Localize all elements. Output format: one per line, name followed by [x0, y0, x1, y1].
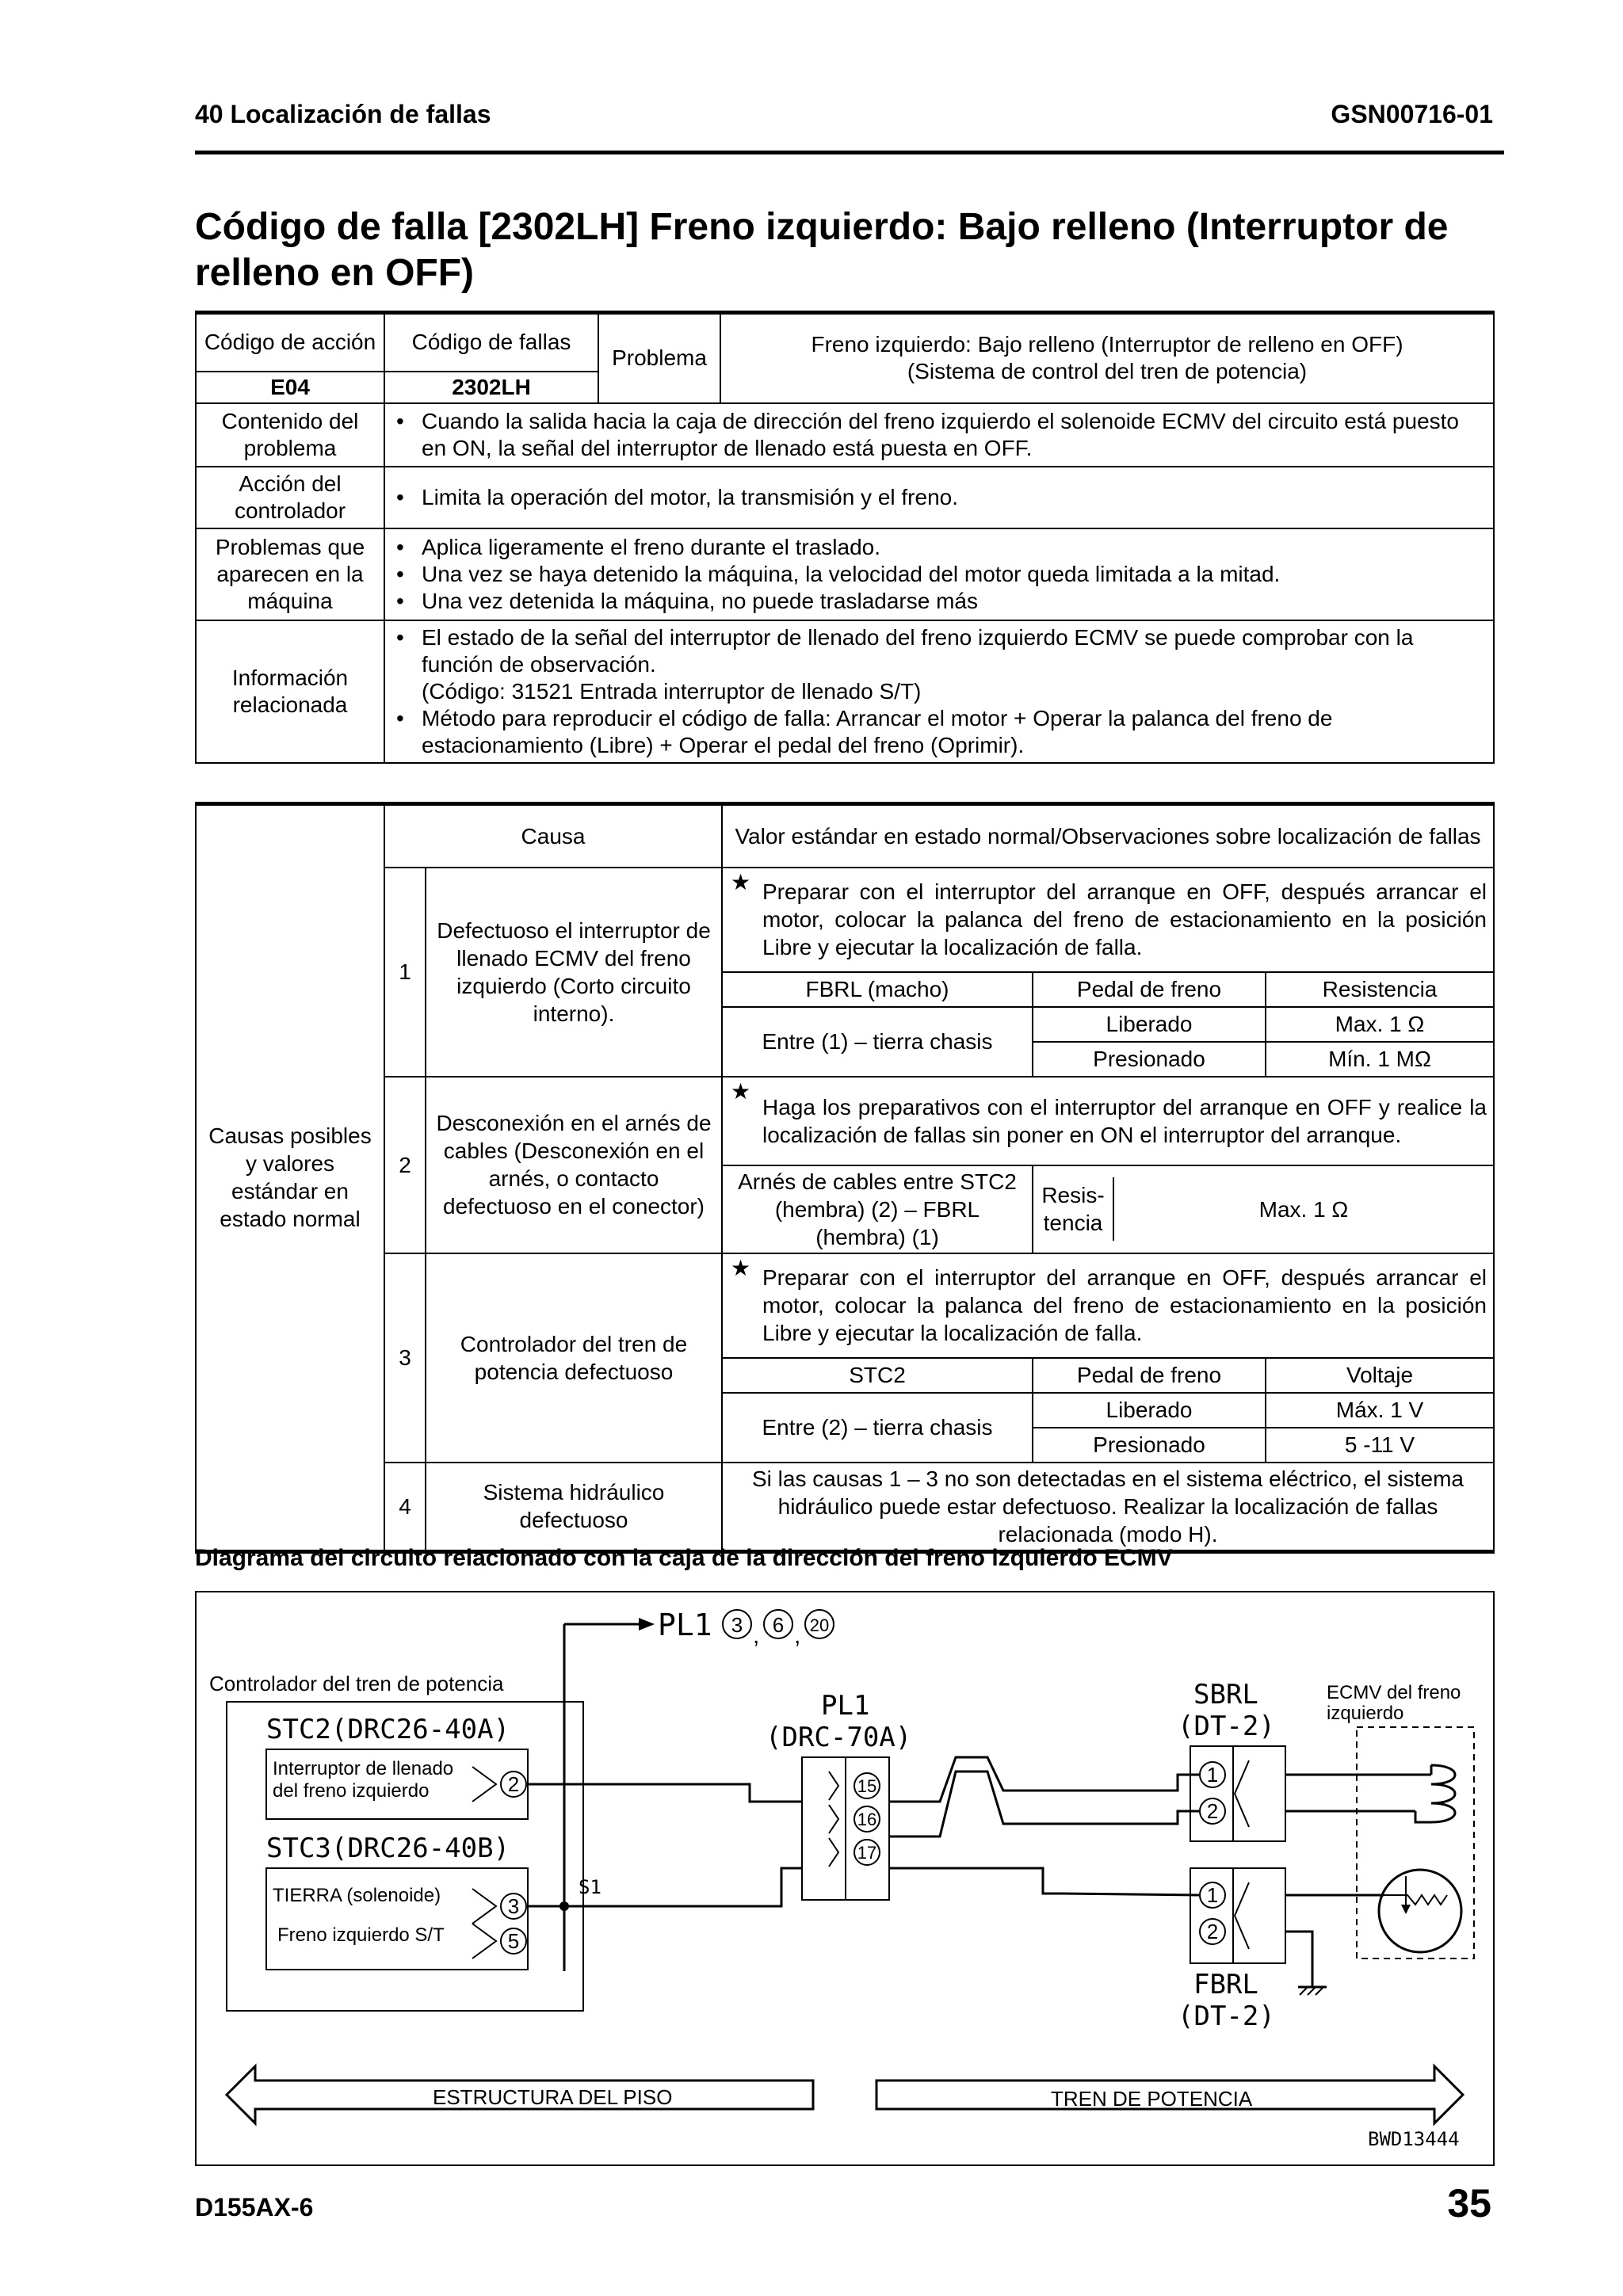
sbrl-connector-label: (DT-2)	[1178, 1711, 1275, 1742]
connector-chevron	[472, 1924, 496, 1958]
list-item: • Limita la operación del motor, la transmisión y el freno.	[422, 484, 1487, 511]
pin-label: 15	[857, 1776, 877, 1796]
cause-text: Defectuoso el interruptor de llenado ECMV del freno izquierdo (Corto circuito interno).	[426, 868, 722, 1077]
controller-cell	[384, 467, 1494, 528]
pin-label: 2	[1206, 1799, 1219, 1823]
stc3-connector	[266, 1868, 528, 1970]
s1-label: S1	[579, 1876, 601, 1898]
cause-number: 1	[384, 868, 426, 1077]
pin-label: 5	[507, 1929, 520, 1953]
pl1-top-label: PL1	[658, 1608, 712, 1642]
pin-label: 17	[857, 1843, 877, 1863]
wire	[528, 1868, 802, 1906]
controller-label: Acción del controlador	[196, 467, 384, 528]
figure-code: BWD13444	[1368, 2128, 1460, 2150]
column-label: Resistencia	[1266, 972, 1494, 1007]
column-label: Pedal de freno	[1033, 1358, 1266, 1393]
fill-switch-icon	[1379, 1870, 1461, 1952]
pin-label: 2	[507, 1772, 520, 1796]
cause-text: Sistema hidráulico defectuoso	[426, 1463, 722, 1552]
cause-number: 4	[384, 1463, 426, 1552]
column-label: Pedal de freno	[1033, 972, 1266, 1007]
problem-line: Freno izquierdo: Bajo relleno (Interruptor de relleno en OFF)	[811, 332, 1403, 357]
machine-label: Problemas que aparecen en la máquina	[196, 528, 384, 620]
circuit-diagram	[195, 1591, 1495, 2166]
header-rule	[195, 151, 1504, 154]
pin-label: 6	[772, 1613, 785, 1637]
related-code: (Código: 31521 Entrada interruptor de llenado S/T)	[422, 678, 922, 704]
action-code-label: Código de acción	[196, 313, 384, 372]
cause-header: Causa	[384, 804, 722, 868]
pin-label: 3	[731, 1613, 743, 1637]
list-item: • Método para reproducir el código de falla: Arrancar el motor + Operar la palanca del freno de estacionamiento (Libre) + Operar el pedal del freno (Oprimir).	[422, 705, 1487, 759]
model-code: D155AX-6	[195, 2193, 314, 2222]
cause-table	[195, 802, 1495, 1554]
stc3-label: STC3(DRC26-40B)	[266, 1833, 510, 1864]
cause-note: Si las causas 1 – 3 no son detectadas en el sistema eléctrico, el sistema hidráulico puede estar defectuoso. Realizar la localización de fallas relacionada (modo H).	[722, 1463, 1494, 1552]
separator-mark: ,	[794, 1623, 801, 1649]
connector-chevron	[1235, 1882, 1249, 1949]
pin-label: 3	[507, 1894, 520, 1918]
ecmv-label: ECMV del freno	[1327, 1682, 1461, 1703]
wire	[889, 1772, 1062, 1836]
list-item	[422, 624, 1487, 705]
pin-label: 1	[1206, 1883, 1219, 1907]
related-text: El estado de la señal del interruptor de llenado del freno izquierdo ECMV se puede comprobar con la función de observación.	[422, 624, 1414, 677]
state-label: Liberado	[1033, 1393, 1266, 1428]
list-item: • Una vez se haya detenido la máquina, la velocidad del motor queda limitada a la mitad.	[422, 561, 1487, 588]
causes-label: Causas posibles y valores estándar en estado normal	[196, 804, 384, 1552]
related-label: Información relacionada	[196, 620, 384, 763]
cause-text: Desconexión en el arnés de cables (Desconexión en el arnés, o contacto defectuoso en el conector)	[426, 1077, 722, 1253]
problem-line: (Sistema de control del tren de potencia)	[907, 359, 1308, 384]
fbrl-connector-label: (DT-2)	[1178, 2000, 1275, 2032]
column-label: Voltaje	[1266, 1358, 1494, 1393]
state-value: Máx. 1 V	[1266, 1393, 1494, 1428]
wire	[1062, 1894, 1200, 1895]
fbrl-label: FBRL	[1193, 1969, 1258, 2000]
list-item: • Cuando la salida hacia la caja de dirección del freno izquierdo el solenoide ECMV del circuito está puesto en ON, la señal del interruptor de llenado está puesta en OFF.	[422, 408, 1487, 462]
pin-label: 1	[1206, 1763, 1219, 1787]
pin-label: 16	[857, 1810, 877, 1829]
wire	[889, 1868, 1062, 1894]
content-cell	[384, 403, 1494, 467]
connector-chevron	[829, 1805, 838, 1833]
ecmv-label: izquierdo	[1327, 1703, 1404, 1724]
connector-chevron	[1235, 1760, 1249, 1827]
cause-note: ★ Preparar con el interruptor del arranque en OFF, después arrancar el motor, colocar la palanca del freno de estacionamiento en la posición Libre y ejecutar la localización de falla.	[722, 868, 1494, 972]
cause-note: ★ Haga los preparativos con el interruptor del arranque en OFF y realice la localización de fallas sin poner en ON el interruptor del arranque.	[722, 1077, 1494, 1165]
page-title: Código de falla [2302LH] Freno izquierdo: Bajo relleno (Interruptor de relleno en OFF)	[195, 206, 1449, 294]
left-brake-label: Freno izquierdo S/T	[277, 1924, 445, 1946]
related-cell	[384, 620, 1494, 763]
pl1-top-pins	[723, 1610, 834, 1649]
harness-label	[722, 1165, 1033, 1253]
cause-text: Controlador del tren de potencia defectuoso	[426, 1253, 722, 1463]
wire	[528, 1784, 802, 1802]
problem-description	[720, 313, 1494, 403]
switch-resistor-icon	[1384, 1895, 1447, 1905]
ecmv-box	[1357, 1727, 1474, 1958]
action-code: E04	[196, 372, 384, 403]
separator-mark: ,	[753, 1623, 760, 1649]
floor-label: ESTRUCTURA DEL PISO	[433, 2085, 673, 2109]
cause-number: 3	[384, 1253, 426, 1463]
resistance-value: Max. 1 Ω	[1258, 1196, 1349, 1222]
machine-cell	[384, 528, 1494, 620]
pl1-label: PL1	[821, 1690, 870, 1722]
cause-note: ★ Preparar con el interruptor del arranque en OFF, después arrancar el motor, colocar la palanca del freno de estacionamiento en la posición Libre y ejecutar la localización de falla.	[722, 1253, 1494, 1358]
value-header: Valor estándar en estado normal/Observaciones sobre localización de fallas	[722, 804, 1494, 868]
list-item: • Una vez detenida la máquina, no puede trasladarse más	[422, 588, 1487, 615]
page-number: 35	[1447, 2181, 1491, 2225]
failure-code-label: Código de fallas	[384, 313, 598, 372]
state-label: Presionado	[1033, 1428, 1266, 1463]
diagram-title: Diagrama del circuito relacionado con la caja de la dirección del freno izquierdo ECMV	[195, 1545, 1173, 1571]
state-value: Max. 1 Ω	[1266, 1007, 1494, 1042]
column-label: STC2	[722, 1358, 1033, 1393]
state-value: 5 -11 V	[1266, 1428, 1494, 1463]
sbrl-label: SBRL	[1193, 1679, 1258, 1711]
list-item: • Aplica ligeramente el freno durante el traslado.	[422, 534, 1487, 561]
problem-label: Problema	[598, 313, 720, 403]
failure-code: 2302LH	[384, 372, 598, 403]
measure-point: Entre (2) – tierra chasis	[722, 1393, 1033, 1463]
harness-text: Arnés de cables entre STC2 (hembra) (2) – FBRL (hembra) (1)	[738, 1169, 1017, 1249]
ground-label: TIERRA (solenoide)	[273, 1885, 441, 1906]
fbrl-connector	[1190, 1868, 1285, 1963]
switch-arrow-icon	[1401, 1905, 1411, 1914]
connector-chevron	[829, 1838, 838, 1867]
connector-chevron	[472, 1767, 496, 1802]
column-label: FBRL (macho)	[722, 972, 1033, 1007]
state-label: Liberado	[1033, 1007, 1266, 1042]
pl1-connector-label: (DRC-70A)	[766, 1722, 912, 1753]
failure-info-table	[195, 311, 1495, 764]
wire	[1285, 1932, 1312, 1987]
sbrl-connector	[1190, 1746, 1285, 1841]
power-train-label: TREN DE POTENCIA	[1051, 2087, 1253, 2111]
state-value: Mín. 1 MΩ	[1266, 1042, 1494, 1077]
arrow-head	[639, 1618, 655, 1630]
controller-label: Controlador del tren de potencia	[209, 1672, 504, 1695]
pin-label: 20	[809, 1615, 830, 1635]
connector-chevron	[472, 1889, 496, 1924]
fill-switch-label: Interruptor de llenado	[273, 1758, 454, 1779]
wire	[889, 1757, 1062, 1802]
wire	[1062, 1811, 1200, 1824]
measure-point: Entre (1) – tierra chasis	[722, 1007, 1033, 1077]
state-label: Presionado	[1033, 1042, 1266, 1077]
resistance-cell	[1033, 1165, 1494, 1253]
pin-label: 2	[1206, 1920, 1219, 1943]
cause-number: 2	[384, 1077, 426, 1253]
resistance-label: Resis- tencia	[1033, 1177, 1114, 1241]
fill-switch-label: del freno izquierdo	[273, 1780, 430, 1802]
content-label: Contenido del problema	[196, 403, 384, 467]
connector-chevron	[829, 1772, 838, 1800]
section-title: 40 Localización de fallas	[195, 100, 491, 128]
wire	[1062, 1775, 1200, 1791]
document-code: GSN00716-01	[1331, 100, 1493, 128]
stc2-label: STC2(DRC26-40A)	[266, 1714, 510, 1745]
